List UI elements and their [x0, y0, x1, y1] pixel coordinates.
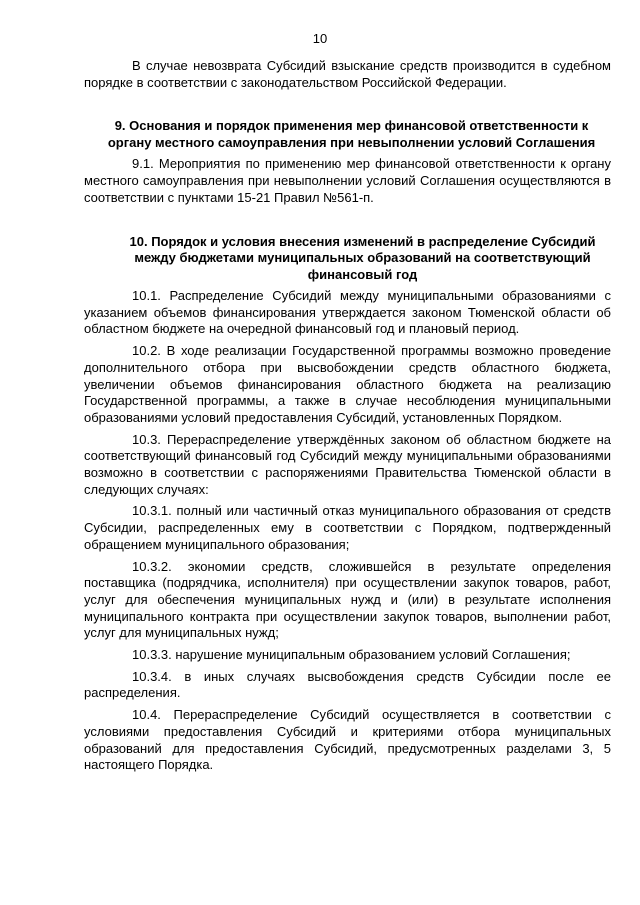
section-10-heading: 10. Порядок и условия внесения изменений в распределение Субсидий между бюджетами муниципальных образований на соответствующий финансовый год [129, 233, 596, 282]
paragraph-10-3: 10.3. Перераспределение утверждённых законом об областном бюджете на соответствующий финансовый год Субсидий между муниципальными образованиями возможно в соответствии с распоряжениями Правительства Тюменской области в следующих случаях: [84, 431, 611, 497]
paragraph-9-1: 9.1. Мероприятия по применению мер финансовой ответственности к органу местного самоуправления при невыполнении условий Соглашения осуществляются в соответствии с пунктами 15-21 Правил №561-п. [84, 156, 611, 205]
paragraph-10-1: 10.1. Распределение Субсидий между муниципальными образованиями с указанием объемов финансирования утверждается законом Тюменской области об областном бюджете на очередной финансовый год и плановый период. [84, 288, 611, 337]
paragraph-10-3-4: 10.3.4. в иных случаях высвобождения средств Субсидии после ее распределения. [84, 668, 611, 701]
document-body [84, 58, 611, 774]
paragraph-10-3-1: 10.3.1. полный или частичный отказ муниципального образования от средств Субсидии, распределенных ему в соответствии с Порядком, подтвержденный обращением муниципального образования; [84, 503, 611, 552]
paragraph-10-3-2: 10.3.2. экономии средств, сложившейся в результате определения поставщика (подрядчика, исполнителя) при осуществлении закупок товаров, работ, услуг для обеспечения муниципальных нужд и (или) в результате исполнения муниципального контракта при осуществлении закупок товаров, выполнении работ, услуг для муниципальных нужд; [84, 558, 611, 641]
paragraph-10-4: 10.4. Перераспределение Субсидий осуществляется в соответствии с условиями предоставления Субсидий и критериями отбора муниципальных образований для предоставления Субсидий, предусмотренных разделами 3, 5 настоящего Порядка. [84, 707, 611, 773]
paragraph-10-3-3: 10.3.3. нарушение муниципальным образованием условий Соглашения; [132, 647, 571, 663]
paragraph-10-2: 10.2. В ходе реализации Государственной программы возможно проведение дополнительного отбора при высвобождении средств областного бюджета, увеличении объемов финансирования областного бюджета на реализацию Государственной программы, а также в случае несоблюдения муниципальными образованиями условий предоставления Субсидий, установленных Порядком. [84, 343, 611, 425]
page-number: 10 [312, 31, 328, 46]
intro-paragraph: В случае невозврата Субсидий взыскание средств производится в судебном порядке в соответствии с законодательством Российской Федерации. [84, 58, 611, 90]
section-9-heading: 9. Основания и порядок применения мер финансовой ответственности к органу местного самоуправления при невыполнении условий Соглашения [107, 118, 596, 150]
